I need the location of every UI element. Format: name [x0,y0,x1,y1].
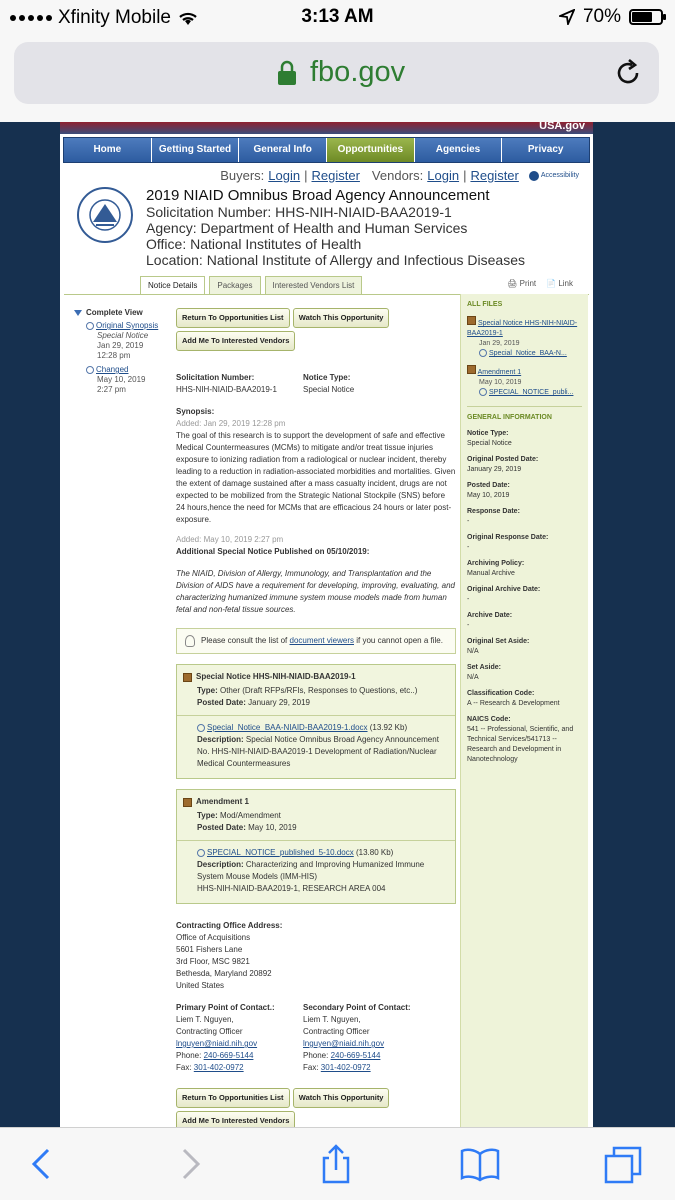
synopsis-label: Synopsis: [176,407,215,416]
added-date: Added: Jan 29, 2019 12:28 pm [176,419,286,428]
package-icon [467,316,476,325]
share-icon[interactable] [316,1144,356,1184]
forward-icon[interactable] [170,1144,210,1184]
tab-packages[interactable]: Packages [209,276,260,295]
notice-type-label: Notice Type: [303,373,351,382]
history-date: Jan 29, 2019 [97,341,144,350]
contact-title: Contracting Officer [303,1027,370,1036]
battery-percent: 70% [582,6,621,27]
info-value: - [467,518,470,525]
hint-text-pre: Please consult the list of [201,636,288,645]
document-icon [479,388,487,396]
file-size: (13.92 Kb) [369,723,408,732]
separator: | [463,168,467,183]
tab-notice-details[interactable]: Notice Details [140,276,205,295]
contact-name: Liem T. Nguyen, [303,1015,361,1024]
tab-interested-vendors[interactable]: Interested Vendors List [265,276,363,295]
status-bar [0,0,675,36]
opportunity-title: 2019 NIAID Omnibus Broad Agency Announcement [146,187,490,204]
info-value: - [467,596,470,603]
file-entry [467,316,582,359]
original-synopsis-link[interactable]: Original Synopsis [96,321,159,330]
address-line: 3rd Floor, MSC 9821 [176,957,250,966]
file-link[interactable]: SPECIAL_NOTICE_publi... [489,389,574,396]
file-date: May 10, 2019 [479,379,522,386]
battery-icon [629,9,663,25]
separator: | [304,168,308,183]
posted-date-label: Posted Date: [197,698,246,707]
info-label: Response Date: [467,508,520,515]
type-value: Mod/Amendment [219,811,281,820]
file-link[interactable]: Special_Notice_BAA-N... [489,350,567,357]
location: Location: National Institute of Allergy and Infectious Diseases [146,252,525,268]
info-label: Original Set Aside: [467,638,530,645]
main-nav [63,137,590,163]
fax-link[interactable]: 301-402-0972 [320,1063,371,1072]
lightbulb-icon [185,635,195,647]
info-label: Original Archive Date: [467,586,541,593]
page-tools [507,279,573,288]
address-line: 5601 Fishers Lane [176,945,243,954]
address-bar[interactable] [14,42,659,104]
all-files-heading: ALL FILES [467,301,503,308]
primary-contact [176,1002,303,1074]
package-special-notice [176,664,456,779]
history-date: May 10, 2019 [97,375,146,384]
info-label: Archive Date: [467,612,513,619]
return-to-list-button[interactable]: Return To Opportunities List [176,308,290,328]
buyers-register-link[interactable]: Register [311,168,360,183]
phone-label: Phone: [303,1051,329,1060]
info-sidebar [460,294,588,1127]
info-label: Set Aside: [467,664,501,671]
file-date: Jan 29, 2019 [479,340,520,347]
page-viewport [0,122,675,1127]
file-package-link[interactable]: Special Notice HHS-NIH-NIAID-BAA2019-1 [467,320,578,337]
description-label: Description: [197,735,244,744]
document-icon [197,849,205,857]
browser-toolbar [0,1127,675,1200]
complete-view-heading [74,308,174,317]
posted-date-value: January 29, 2019 [248,698,310,707]
contact-email-link[interactable]: lnguyen@niaid.nih.gov [176,1039,258,1048]
type-label: Type: [197,811,218,820]
document-icon [86,322,94,330]
package-icon [467,365,476,374]
points-of-contact [176,1002,456,1074]
info-label: Original Response Date: [467,534,549,541]
address-line: Office of Acquisitions [176,933,251,942]
notice-type-value: Special Notice [303,385,355,394]
document-icon [479,349,487,357]
history-time: 12:28 pm [97,351,131,360]
package-title: Amendment 1 [196,797,249,806]
general-information [467,406,582,765]
watch-opportunity-button[interactable]: Watch This Opportunity [293,1088,390,1108]
package-heading [177,665,455,685]
attachment-link[interactable]: Special_Notice_BAA-NIAID-BAA2019-1.docx [207,723,368,732]
attachment-link[interactable]: SPECIAL_NOTICE_published_5-10.docx [207,848,354,857]
nav-opportunities[interactable]: Opportunities [327,138,415,162]
phone-link[interactable]: 240-669-5144 [330,1051,381,1060]
attachment [177,840,455,903]
contact-label: Primary Point of Contact.: [176,1003,275,1012]
description-text: Special Notice Omnibus Broad Agency Announcement No. HHS-NIH-NIAID-BAA2019-1 Development of Radiation/Nuclear Medical Countermeasures [197,735,439,768]
notice-details [176,308,456,1127]
package-title: Special Notice HHS-NIH-NIAID-BAA2019-1 [196,672,356,681]
info-value: N/A [467,648,479,655]
history-type: Special Notice [97,331,149,340]
office-label: Contracting Office Address: [176,921,283,930]
fbo-page [60,122,593,1127]
package-icon [183,673,192,682]
posted-date-value: May 10, 2019 [248,823,297,832]
contact-label: Secondary Point of Contact: [303,1003,411,1012]
package-icon [183,798,192,807]
viewer-hint [176,628,456,654]
back-icon[interactable] [22,1144,62,1184]
add-interested-vendor-button[interactable]: Add Me To Interested Vendors [176,1111,295,1127]
document-icon [86,366,94,374]
usagov-logo[interactable]: USA.gov [539,122,585,132]
info-value: - [467,622,470,629]
attachment [177,715,455,778]
nav-privacy[interactable]: Privacy [502,138,589,162]
url-text: fbo.gov [310,56,406,88]
notice-fields [176,372,456,396]
info-label: Posted Date: [467,482,510,489]
synopsis-text: The goal of this research is to support the development of safe and effective Medical Countermeasures (MCMs) to mitigate and/or treat tissue injuries exposure to ionizing radiation from a radiological or nuclear incident, thereby leading to a reduction in radiation-associated morbidities and mortalities. Given the extent of damage sustained after a mass casualty incident, drugs are not expected to be mobilized from the Strategic National Stockpile (SNS) before 24 hours,hence the need for MCMs that are efficacious 24 hours or later post-exposure. [176,431,456,524]
history-item [86,365,174,395]
detail-tabs [140,276,362,295]
office: Office: National Institutes of Health [146,236,362,252]
info-label: Notice Type: [467,430,509,437]
document-icon [197,724,205,732]
fax-label: Fax: [303,1063,319,1072]
info-value: January 29, 2019 [467,466,522,473]
return-to-list-button[interactable]: Return To Opportunities List [176,1088,290,1108]
tabs-icon[interactable] [604,1144,644,1184]
accessibility-label: Accessibility [540,172,579,179]
added-date: Added: May 10, 2019 2:27 pm [176,535,284,544]
bookmarks-icon[interactable] [460,1144,500,1184]
secondary-contact [303,1002,430,1074]
info-value: 541 -- Professional, Scientific, and Technical Services/541713 -- Research and Development in Nanotechnology [467,726,574,763]
link-label: Link [558,279,573,288]
description-label: Description: [197,860,244,869]
description-text: Characterizing and Improving Humanized Immune System Mouse Models (IMM-HIS) [197,860,425,881]
vendors-register-link[interactable]: Register [470,168,519,183]
auth-links [220,168,579,183]
link-link[interactable]: 📄 Link [546,279,573,288]
nav-getting-started[interactable]: Getting Started [152,138,240,162]
carrier-name: Xfinity Mobile [58,7,171,28]
complete-view-label: Complete View [86,308,143,317]
accessibility-link[interactable] [529,171,579,181]
contact-email-link[interactable]: lnguyen@niaid.nih.gov [303,1039,385,1048]
contracting-office [176,920,456,992]
accessibility-icon [529,171,539,181]
general-info-heading: GENERAL INFORMATION [467,414,552,421]
caret-down-icon [74,310,82,316]
file-package-link[interactable]: Amendment 1 [477,369,522,376]
solicitation-number: Solicitation Number: HHS-NIH-NIAID-BAA2019-1 [146,204,452,220]
info-label: NAICS Code: [467,716,511,723]
address-line: United States [176,981,225,990]
history-time: 2:27 pm [97,385,126,394]
phone-link[interactable]: 240-669-5144 [203,1051,254,1060]
fax-label: Fax: [176,1063,192,1072]
type-value: Other (Draft RFPs/RFIs, Responses to Questions, etc..) [219,686,418,695]
file-size: (13.80 Kb) [355,848,394,857]
agency: Agency: Department of Health and Human Services [146,220,468,236]
complete-view-sidebar [74,308,174,399]
history-item [86,321,174,361]
hint-text-post: if you cannot open a file. [356,636,443,645]
action-buttons-bottom [176,1088,456,1127]
info-label: Original Posted Date: [467,456,539,463]
info-value: A -- Research & Development [467,700,560,707]
nav-general-info[interactable]: General Info [239,138,327,162]
nih-seal-logo [76,186,134,244]
info-value: N/A [467,674,479,681]
file-entry [467,365,582,398]
action-buttons-top [176,308,456,354]
info-label: Classification Code: [467,690,535,697]
changed-link[interactable]: Changed [96,365,129,374]
print-label: Print [519,279,537,288]
vendors-label: Vendors: [371,168,424,183]
nav-agencies[interactable]: Agencies [415,138,503,162]
fax-link[interactable]: 301-402-0972 [193,1063,244,1072]
info-label: Archiving Policy: [467,560,525,567]
opportunity-header [146,188,525,268]
info-value: Special Notice [467,440,512,447]
info-value: May 10, 2019 [467,492,510,499]
watch-opportunity-button[interactable]: Watch This Opportunity [293,308,390,328]
info-value: - [467,544,470,551]
package-amendment [176,789,456,904]
solicitation-value: HHS-NIH-NIAID-BAA2019-1 [176,385,277,394]
print-link[interactable]: 🖨 Print [507,279,537,288]
contact-title: Contracting Officer [176,1027,243,1036]
additional-notice-text: The NIAID, Division of Allergy, Immunology, and Transplantation and the Division of AIDS have a requirement for developing, improving, evaluating, and characterizing humanized immune system mouse models made from human fetal and non-fetal tissue sources. [176,569,455,614]
lock-icon [276,60,298,86]
header-banner [60,122,593,134]
additional-notice-heading: Additional Special Notice Published on 05/10/2019: [176,547,370,556]
solicitation-label: Solicitation Number: [176,373,255,382]
vendors-login-link[interactable]: Login [427,168,460,183]
reload-icon[interactable] [611,56,645,90]
description-text: HHS-NIH-NIAID-BAA2019-1, RESEARCH AREA 004 [197,884,386,893]
add-interested-vendor-button[interactable]: Add Me To Interested Vendors [176,331,295,351]
info-value: Manual Archive [467,570,515,577]
clock: 3:13 AM [301,6,374,27]
location-icon [559,9,575,25]
package-meta [177,685,455,715]
buyers-login-link[interactable]: Login [268,168,301,183]
buyers-label: Buyers: [220,168,265,183]
address-line: Bethesda, Maryland 20892 [176,969,272,978]
contact-name: Liem T. Nguyen, [176,1015,234,1024]
nav-home[interactable]: Home [64,138,152,162]
package-heading [177,790,455,810]
posted-date-label: Posted Date: [197,823,246,832]
phone-label: Phone: [176,1051,202,1060]
document-viewers-link[interactable]: document viewers [289,636,354,645]
package-meta [177,810,455,840]
type-label: Type: [197,686,218,695]
